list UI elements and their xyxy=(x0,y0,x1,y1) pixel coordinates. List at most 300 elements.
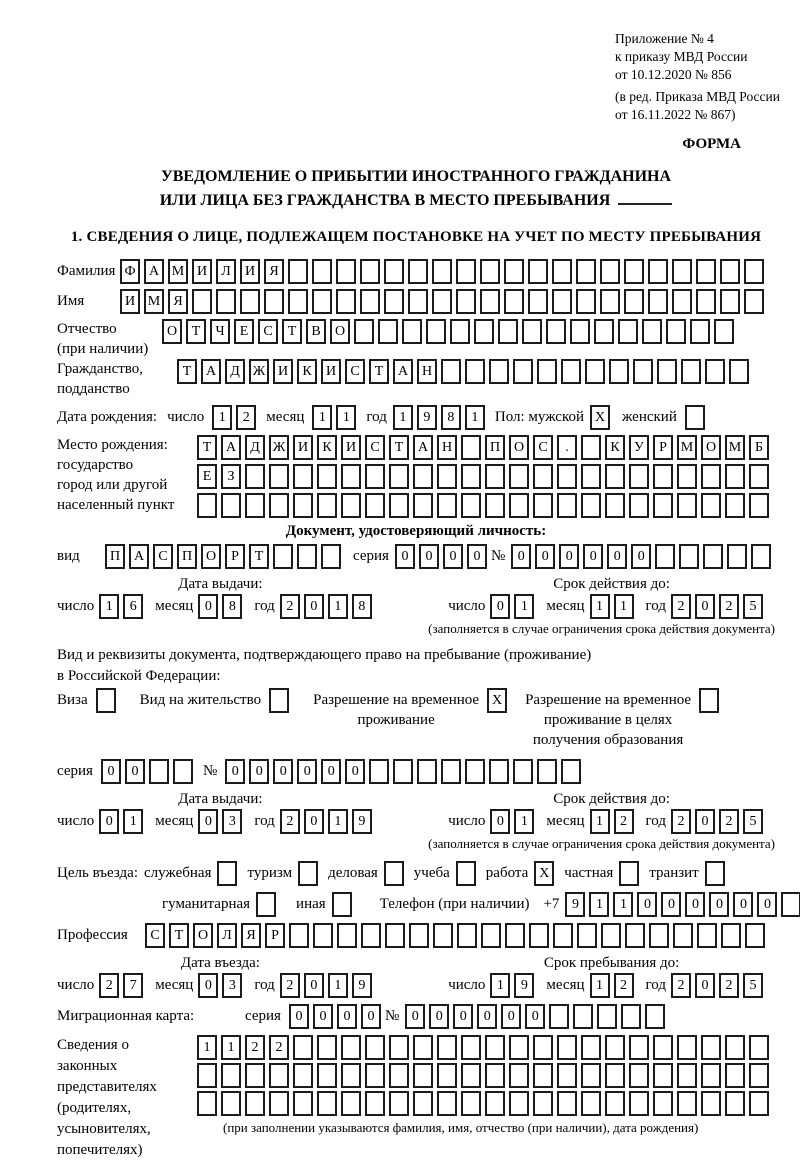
purpose-transit-checkbox[interactable] xyxy=(705,861,725,886)
char-cell[interactable] xyxy=(485,1063,505,1088)
char-cell[interactable] xyxy=(557,464,577,489)
char-cell[interactable]: С xyxy=(153,544,173,569)
char-cell[interactable]: Р xyxy=(265,923,285,948)
char-cell[interactable]: Я xyxy=(168,289,188,314)
char-cell[interactable] xyxy=(245,1091,265,1116)
char-cell[interactable] xyxy=(605,1035,625,1060)
char-cell[interactable] xyxy=(269,1091,289,1116)
char-cell[interactable]: О xyxy=(330,319,350,344)
char-cell[interactable] xyxy=(690,319,710,344)
char-cell[interactable] xyxy=(648,259,668,284)
char-cell[interactable] xyxy=(581,1063,601,1088)
char-cell[interactable] xyxy=(581,1091,601,1116)
char-cell[interactable]: 2 xyxy=(614,973,634,998)
char-cell[interactable] xyxy=(633,359,653,384)
char-cell[interactable]: 2 xyxy=(719,809,739,834)
char-cell[interactable] xyxy=(269,493,289,518)
char-cell[interactable] xyxy=(557,1091,577,1116)
char-cell[interactable] xyxy=(489,759,509,784)
char-cell[interactable] xyxy=(581,435,601,460)
char-cell[interactable]: 0 xyxy=(559,544,579,569)
char-cell[interactable] xyxy=(461,435,481,460)
char-cell[interactable]: 1 xyxy=(590,809,610,834)
char-cell[interactable] xyxy=(389,1091,409,1116)
char-cell[interactable] xyxy=(461,493,481,518)
char-cell[interactable] xyxy=(293,1091,313,1116)
char-cell[interactable] xyxy=(321,544,341,569)
char-cell[interactable]: И xyxy=(240,259,260,284)
char-cell[interactable]: 0 xyxy=(125,759,145,784)
char-cell[interactable] xyxy=(461,1063,481,1088)
char-cell[interactable] xyxy=(456,289,476,314)
char-cell[interactable]: Я xyxy=(264,259,284,284)
char-cell[interactable] xyxy=(293,493,313,518)
char-cell[interactable] xyxy=(365,493,385,518)
char-cell[interactable] xyxy=(573,1004,593,1029)
char-cell[interactable]: 0 xyxy=(453,1004,473,1029)
char-cell[interactable] xyxy=(509,464,529,489)
char-cell[interactable] xyxy=(701,1091,721,1116)
char-cell[interactable] xyxy=(672,289,692,314)
char-cell[interactable]: 0 xyxy=(535,544,555,569)
char-cell[interactable]: 0 xyxy=(304,809,324,834)
char-cell[interactable] xyxy=(504,259,524,284)
char-cell[interactable]: М xyxy=(677,435,697,460)
char-cell[interactable]: . xyxy=(557,435,577,460)
char-cell[interactable]: О xyxy=(509,435,529,460)
char-cell[interactable] xyxy=(528,259,548,284)
char-cell[interactable] xyxy=(625,923,645,948)
char-cell[interactable] xyxy=(389,493,409,518)
char-cell[interactable]: 0 xyxy=(225,759,245,784)
char-cell[interactable]: 2 xyxy=(269,1035,289,1060)
purpose-private-checkbox[interactable] xyxy=(619,861,639,886)
char-cell[interactable] xyxy=(666,319,686,344)
char-cell[interactable] xyxy=(696,289,716,314)
char-cell[interactable] xyxy=(402,319,422,344)
char-cell[interactable] xyxy=(513,759,533,784)
char-cell[interactable]: 1 xyxy=(590,594,610,619)
char-cell[interactable] xyxy=(581,464,601,489)
char-cell[interactable]: 0 xyxy=(361,1004,381,1029)
char-cell[interactable] xyxy=(537,759,557,784)
char-cell[interactable]: 0 xyxy=(313,1004,333,1029)
char-cell[interactable]: 2 xyxy=(719,594,739,619)
char-cell[interactable]: И xyxy=(273,359,293,384)
char-cell[interactable]: 0 xyxy=(695,809,715,834)
char-cell[interactable] xyxy=(533,464,553,489)
char-cell[interactable]: 1 xyxy=(123,809,143,834)
char-cell[interactable] xyxy=(413,1091,433,1116)
char-cell[interactable] xyxy=(749,1035,769,1060)
char-cell[interactable] xyxy=(413,493,433,518)
char-cell[interactable]: И xyxy=(192,259,212,284)
char-cell[interactable]: Т xyxy=(169,923,189,948)
char-cell[interactable]: Ф xyxy=(120,259,140,284)
char-cell[interactable]: 0 xyxy=(304,594,324,619)
char-cell[interactable] xyxy=(341,1091,361,1116)
char-cell[interactable] xyxy=(673,923,693,948)
char-cell[interactable] xyxy=(432,259,452,284)
char-cell[interactable] xyxy=(269,464,289,489)
char-cell[interactable] xyxy=(703,544,723,569)
char-cell[interactable] xyxy=(561,759,581,784)
visa-checkbox[interactable] xyxy=(96,688,116,713)
char-cell[interactable] xyxy=(677,1091,697,1116)
char-cell[interactable] xyxy=(437,1063,457,1088)
char-cell[interactable]: 2 xyxy=(280,809,300,834)
char-cell[interactable]: 9 xyxy=(352,973,372,998)
char-cell[interactable] xyxy=(365,1035,385,1060)
char-cell[interactable]: 1 xyxy=(99,594,119,619)
char-cell[interactable] xyxy=(288,259,308,284)
char-cell[interactable] xyxy=(729,359,749,384)
char-cell[interactable]: 1 xyxy=(312,405,332,430)
char-cell[interactable]: Б xyxy=(749,435,769,460)
char-cell[interactable]: 0 xyxy=(101,759,121,784)
purpose-humanitarian-checkbox[interactable] xyxy=(256,892,276,917)
char-cell[interactable]: 9 xyxy=(514,973,534,998)
char-cell[interactable] xyxy=(441,759,461,784)
char-cell[interactable] xyxy=(437,493,457,518)
char-cell[interactable]: 5 xyxy=(743,809,763,834)
char-cell[interactable] xyxy=(749,493,769,518)
char-cell[interactable]: 7 xyxy=(123,973,143,998)
char-cell[interactable] xyxy=(173,759,193,784)
char-cell[interactable] xyxy=(384,289,404,314)
char-cell[interactable] xyxy=(361,923,381,948)
char-cell[interactable] xyxy=(720,289,740,314)
char-cell[interactable]: К xyxy=(317,435,337,460)
char-cell[interactable] xyxy=(197,1063,217,1088)
purpose-tourism-checkbox[interactable] xyxy=(298,861,318,886)
char-cell[interactable]: Д xyxy=(225,359,245,384)
char-cell[interactable]: Н xyxy=(417,359,437,384)
char-cell[interactable] xyxy=(317,1035,337,1060)
char-cell[interactable] xyxy=(701,464,721,489)
char-cell[interactable]: 1 xyxy=(590,973,610,998)
char-cell[interactable] xyxy=(313,923,333,948)
char-cell[interactable]: 2 xyxy=(245,1035,265,1060)
char-cell[interactable]: 5 xyxy=(743,973,763,998)
char-cell[interactable] xyxy=(629,464,649,489)
char-cell[interactable] xyxy=(426,319,446,344)
char-cell[interactable] xyxy=(245,1063,265,1088)
char-cell[interactable] xyxy=(655,544,675,569)
char-cell[interactable] xyxy=(653,464,673,489)
char-cell[interactable] xyxy=(341,464,361,489)
char-cell[interactable]: 0 xyxy=(395,544,415,569)
char-cell[interactable] xyxy=(721,923,741,948)
char-cell[interactable]: 0 xyxy=(419,544,439,569)
char-cell[interactable] xyxy=(605,493,625,518)
char-cell[interactable] xyxy=(384,259,404,284)
char-cell[interactable] xyxy=(605,1063,625,1088)
char-cell[interactable] xyxy=(378,319,398,344)
char-cell[interactable]: 0 xyxy=(289,1004,309,1029)
char-cell[interactable] xyxy=(645,1004,665,1029)
char-cell[interactable] xyxy=(629,1035,649,1060)
char-cell[interactable]: 0 xyxy=(337,1004,357,1029)
char-cell[interactable] xyxy=(581,493,601,518)
char-cell[interactable] xyxy=(385,923,405,948)
char-cell[interactable] xyxy=(594,319,614,344)
char-cell[interactable] xyxy=(653,1091,673,1116)
char-cell[interactable]: 0 xyxy=(490,594,510,619)
char-cell[interactable]: З xyxy=(221,464,241,489)
char-cell[interactable]: 0 xyxy=(583,544,603,569)
char-cell[interactable] xyxy=(297,544,317,569)
char-cell[interactable]: 0 xyxy=(757,892,777,917)
char-cell[interactable] xyxy=(273,544,293,569)
char-cell[interactable] xyxy=(461,1035,481,1060)
char-cell[interactable]: 0 xyxy=(607,544,627,569)
char-cell[interactable] xyxy=(197,1091,217,1116)
char-cell[interactable] xyxy=(413,1035,433,1060)
sex-male-checkbox[interactable]: X xyxy=(590,405,610,430)
char-cell[interactable] xyxy=(389,1063,409,1088)
char-cell[interactable] xyxy=(725,1091,745,1116)
char-cell[interactable]: С xyxy=(145,923,165,948)
char-cell[interactable]: 1 xyxy=(328,973,348,998)
char-cell[interactable] xyxy=(585,359,605,384)
purpose-official-checkbox[interactable] xyxy=(217,861,237,886)
char-cell[interactable] xyxy=(677,1035,697,1060)
temp-residence-education-checkbox[interactable] xyxy=(699,688,719,713)
char-cell[interactable]: Д xyxy=(245,435,265,460)
char-cell[interactable] xyxy=(657,359,677,384)
char-cell[interactable]: Я xyxy=(241,923,261,948)
char-cell[interactable]: Т xyxy=(197,435,217,460)
char-cell[interactable] xyxy=(149,759,169,784)
char-cell[interactable]: О xyxy=(201,544,221,569)
char-cell[interactable] xyxy=(485,464,505,489)
char-cell[interactable] xyxy=(197,493,217,518)
char-cell[interactable] xyxy=(505,923,525,948)
char-cell[interactable] xyxy=(744,289,764,314)
char-cell[interactable] xyxy=(714,319,734,344)
char-cell[interactable]: 0 xyxy=(477,1004,497,1029)
char-cell[interactable] xyxy=(546,319,566,344)
char-cell[interactable] xyxy=(317,464,337,489)
char-cell[interactable]: 1 xyxy=(393,405,413,430)
char-cell[interactable]: 0 xyxy=(501,1004,521,1029)
char-cell[interactable] xyxy=(677,493,697,518)
char-cell[interactable]: 1 xyxy=(613,892,633,917)
char-cell[interactable] xyxy=(653,493,673,518)
char-cell[interactable] xyxy=(605,1091,625,1116)
char-cell[interactable]: 6 xyxy=(123,594,143,619)
char-cell[interactable]: 9 xyxy=(565,892,585,917)
char-cell[interactable] xyxy=(629,493,649,518)
char-cell[interactable]: 0 xyxy=(198,594,218,619)
char-cell[interactable] xyxy=(552,259,572,284)
char-cell[interactable] xyxy=(221,1063,241,1088)
char-cell[interactable] xyxy=(336,259,356,284)
char-cell[interactable] xyxy=(648,289,668,314)
char-cell[interactable] xyxy=(570,319,590,344)
char-cell[interactable] xyxy=(679,544,699,569)
char-cell[interactable]: О xyxy=(162,319,182,344)
char-cell[interactable] xyxy=(192,289,212,314)
char-cell[interactable] xyxy=(725,464,745,489)
char-cell[interactable]: 0 xyxy=(304,973,324,998)
char-cell[interactable] xyxy=(621,1004,641,1029)
char-cell[interactable]: 0 xyxy=(405,1004,425,1029)
char-cell[interactable] xyxy=(561,359,581,384)
char-cell[interactable]: 1 xyxy=(614,594,634,619)
char-cell[interactable] xyxy=(437,464,457,489)
char-cell[interactable]: П xyxy=(485,435,505,460)
char-cell[interactable]: 0 xyxy=(490,809,510,834)
char-cell[interactable]: Л xyxy=(216,259,236,284)
char-cell[interactable]: 2 xyxy=(671,973,691,998)
char-cell[interactable]: О xyxy=(701,435,721,460)
char-cell[interactable]: 0 xyxy=(695,973,715,998)
char-cell[interactable]: 8 xyxy=(352,594,372,619)
char-cell[interactable]: В xyxy=(306,319,326,344)
char-cell[interactable]: 2 xyxy=(614,809,634,834)
char-cell[interactable]: К xyxy=(605,435,625,460)
char-cell[interactable] xyxy=(437,1091,457,1116)
char-cell[interactable]: 1 xyxy=(328,809,348,834)
char-cell[interactable]: И xyxy=(293,435,313,460)
char-cell[interactable] xyxy=(597,1004,617,1029)
char-cell[interactable] xyxy=(216,289,236,314)
char-cell[interactable] xyxy=(557,1035,577,1060)
char-cell[interactable] xyxy=(528,289,548,314)
temp-residence-checkbox[interactable]: X xyxy=(487,688,507,713)
char-cell[interactable]: 0 xyxy=(321,759,341,784)
char-cell[interactable] xyxy=(293,464,313,489)
char-cell[interactable] xyxy=(581,1035,601,1060)
char-cell[interactable]: С xyxy=(258,319,278,344)
char-cell[interactable] xyxy=(749,1063,769,1088)
char-cell[interactable]: Л xyxy=(217,923,237,948)
char-cell[interactable] xyxy=(642,319,662,344)
char-cell[interactable] xyxy=(677,464,697,489)
char-cell[interactable] xyxy=(341,1035,361,1060)
char-cell[interactable]: И xyxy=(321,359,341,384)
char-cell[interactable] xyxy=(417,759,437,784)
char-cell[interactable]: К xyxy=(297,359,317,384)
char-cell[interactable] xyxy=(629,1091,649,1116)
char-cell[interactable]: 0 xyxy=(511,544,531,569)
char-cell[interactable] xyxy=(576,289,596,314)
char-cell[interactable] xyxy=(413,1063,433,1088)
char-cell[interactable] xyxy=(701,1063,721,1088)
char-cell[interactable]: 2 xyxy=(99,973,119,998)
char-cell[interactable] xyxy=(474,319,494,344)
char-cell[interactable] xyxy=(317,1091,337,1116)
char-cell[interactable] xyxy=(341,493,361,518)
char-cell[interactable]: 0 xyxy=(297,759,317,784)
char-cell[interactable] xyxy=(293,1035,313,1060)
char-cell[interactable] xyxy=(441,359,461,384)
char-cell[interactable]: 1 xyxy=(589,892,609,917)
char-cell[interactable]: А xyxy=(201,359,221,384)
char-cell[interactable]: П xyxy=(177,544,197,569)
char-cell[interactable]: 1 xyxy=(212,405,232,430)
char-cell[interactable]: 0 xyxy=(443,544,463,569)
char-cell[interactable] xyxy=(701,1035,721,1060)
char-cell[interactable]: 1 xyxy=(490,973,510,998)
char-cell[interactable]: 0 xyxy=(685,892,705,917)
char-cell[interactable]: 1 xyxy=(328,594,348,619)
char-cell[interactable]: 9 xyxy=(417,405,437,430)
char-cell[interactable] xyxy=(240,289,260,314)
char-cell[interactable] xyxy=(480,289,500,314)
char-cell[interactable] xyxy=(552,289,572,314)
char-cell[interactable]: 0 xyxy=(249,759,269,784)
char-cell[interactable] xyxy=(498,319,518,344)
char-cell[interactable] xyxy=(337,923,357,948)
char-cell[interactable] xyxy=(408,289,428,314)
char-cell[interactable] xyxy=(341,1063,361,1088)
char-cell[interactable]: 3 xyxy=(222,809,242,834)
char-cell[interactable] xyxy=(696,259,716,284)
char-cell[interactable] xyxy=(393,759,413,784)
char-cell[interactable] xyxy=(600,289,620,314)
char-cell[interactable] xyxy=(557,1063,577,1088)
char-cell[interactable]: 0 xyxy=(695,594,715,619)
char-cell[interactable]: Н xyxy=(437,435,457,460)
char-cell[interactable] xyxy=(317,493,337,518)
char-cell[interactable] xyxy=(509,1091,529,1116)
char-cell[interactable] xyxy=(624,259,644,284)
char-cell[interactable]: А xyxy=(393,359,413,384)
char-cell[interactable] xyxy=(336,289,356,314)
char-cell[interactable]: М xyxy=(725,435,745,460)
char-cell[interactable] xyxy=(413,464,433,489)
char-cell[interactable]: И xyxy=(120,289,140,314)
char-cell[interactable]: 0 xyxy=(99,809,119,834)
char-cell[interactable]: 0 xyxy=(637,892,657,917)
char-cell[interactable] xyxy=(720,259,740,284)
char-cell[interactable] xyxy=(485,1035,505,1060)
char-cell[interactable] xyxy=(697,923,717,948)
char-cell[interactable] xyxy=(389,464,409,489)
char-cell[interactable] xyxy=(725,493,745,518)
char-cell[interactable]: Т xyxy=(282,319,302,344)
char-cell[interactable]: Ж xyxy=(249,359,269,384)
char-cell[interactable] xyxy=(629,1063,649,1088)
char-cell[interactable] xyxy=(681,359,701,384)
char-cell[interactable] xyxy=(553,923,573,948)
char-cell[interactable] xyxy=(533,1063,553,1088)
char-cell[interactable] xyxy=(450,319,470,344)
char-cell[interactable]: 0 xyxy=(345,759,365,784)
char-cell[interactable]: С xyxy=(365,435,385,460)
char-cell[interactable] xyxy=(749,464,769,489)
char-cell[interactable] xyxy=(725,1063,745,1088)
char-cell[interactable] xyxy=(360,259,380,284)
char-cell[interactable]: 0 xyxy=(429,1004,449,1029)
char-cell[interactable]: 2 xyxy=(719,973,739,998)
char-cell[interactable] xyxy=(365,464,385,489)
char-cell[interactable] xyxy=(504,289,524,314)
char-cell[interactable] xyxy=(509,1035,529,1060)
char-cell[interactable] xyxy=(549,1004,569,1029)
char-cell[interactable] xyxy=(749,1091,769,1116)
char-cell[interactable] xyxy=(529,923,549,948)
char-cell[interactable]: 0 xyxy=(709,892,729,917)
char-cell[interactable]: 0 xyxy=(273,759,293,784)
char-cell[interactable] xyxy=(269,1063,289,1088)
char-cell[interactable] xyxy=(369,759,389,784)
char-cell[interactable] xyxy=(389,1035,409,1060)
char-cell[interactable] xyxy=(751,544,771,569)
